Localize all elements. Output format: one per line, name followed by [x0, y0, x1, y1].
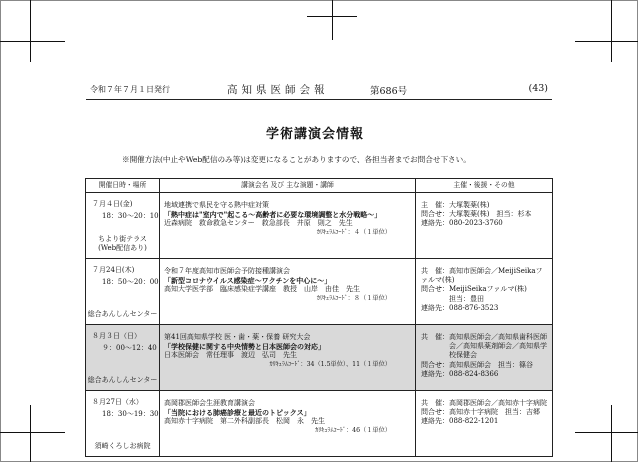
- lecture-title: 「当院における肺癌診療と最近のトピックス」: [164, 408, 311, 418]
- lecture-speaker: 高知大学医学部 臨床感染症学講座 教授 山岸 由佳 先生: [164, 285, 360, 294]
- crop-mark-top-right-h: [575, 41, 638, 42]
- lecture-series: 第41回高知県学校 医・歯・薬・保養 研究大会: [164, 333, 311, 341]
- organizer-line: 共 催：高知県医師会／高知県歯科医師: [421, 333, 547, 341]
- datetime-cell: [86, 193, 160, 259]
- column-header-organizer: 主催・後援・その他: [416, 179, 553, 193]
- lecture-speaker: 高知赤十字病院 第二外科副部長 松岡 永 先生: [164, 417, 325, 426]
- lecture-title: 「熱中症は"室内で"起こる～高齢者に必要な環境調整と水分戦略～」: [164, 210, 382, 220]
- table-row: [86, 259, 553, 325]
- crop-mark-top-right-v: [611, 0, 612, 62]
- table-row: [86, 391, 553, 457]
- table-header-row: [86, 179, 553, 193]
- datetime-cell: [86, 259, 160, 325]
- table-row: [86, 193, 553, 259]
- curriculum-code: ｶﾘｷｭﾗﾑｺｰﾄﾞ：46（１単位）: [315, 426, 391, 434]
- contact-line: 連絡先：088-876-3523: [421, 303, 499, 312]
- lecture-series: 高岡郡医師会生涯教育講演会: [164, 399, 255, 407]
- page-number: (43): [528, 83, 548, 94]
- header-rule: [86, 99, 552, 100]
- inquiry-line: 問合せ：高知赤十字病院 担当：吉郷: [421, 408, 540, 417]
- column-header-lecture: 講演会名 及び 主な演題・講師: [160, 179, 416, 193]
- crop-mark-bottom-right-h: [575, 432, 638, 433]
- column-header-datetime: 開催日時・場所: [86, 179, 160, 193]
- curriculum-code: ｶﾘｷｭﾗﾑｺｰﾄﾞ：８（１単位）: [316, 294, 391, 302]
- lecture-title: 「学校保健に関する中央情勢と日本医師会の対応」: [164, 342, 325, 352]
- crop-mark-top-left-v: [30, 0, 31, 62]
- event-date: ８月３日（日）: [92, 332, 141, 340]
- event-place: 総合あんしんセンター: [87, 309, 158, 318]
- event-place: 須崎くろしお病院: [94, 441, 151, 450]
- crop-mark-bottom-left-h: [0, 432, 65, 433]
- inquiry-line: 問合せ：高知県医師会 担当：篠谷: [421, 360, 533, 369]
- datetime-cell: [86, 391, 160, 457]
- inquiry-line: 問合せ：MeijiSeikaファルマ(株): [421, 285, 527, 294]
- lecture-title: 「新型コロナウイルス感染症～ワクチンを中心に～」: [164, 276, 332, 286]
- contact-line: 連絡先：088-824-8366: [421, 369, 499, 378]
- organizer-line-cont: 校保健会: [421, 351, 477, 360]
- curriculum-code: ｶﾘｷｭﾗﾑｺｰﾄﾞ：４（１単位）: [316, 228, 391, 236]
- crop-mark-top-left-h: [0, 41, 65, 42]
- crop-mark-bottom-right-v: [611, 405, 612, 462]
- organizer-cell: [416, 391, 553, 457]
- contact-line: 連絡先：080-2023-3760: [421, 219, 503, 228]
- event-place: ちより街テラス: [98, 234, 147, 243]
- lecture-series: 令和７年度高知市医師会予防接種講演会: [164, 267, 290, 275]
- event-time: ９：00～12：40: [102, 344, 157, 352]
- event-date: ７月24日(木): [92, 266, 135, 274]
- inquiry-contact-person: 担当：豊田: [421, 294, 484, 303]
- issue-date: 令和７年７月１日発行: [90, 85, 170, 94]
- contact-line: 連絡先：088-822-1201: [421, 417, 499, 426]
- events-table: [85, 178, 553, 457]
- lecture-series: 地域連携で県民を守る熱中症対策: [164, 201, 269, 209]
- page-title: 学術講演会情報: [266, 127, 365, 142]
- event-date: ７月４日(金): [92, 200, 133, 208]
- event-date: ８月27日（水）: [92, 398, 143, 406]
- organizer-cell: [416, 193, 553, 259]
- issue-number: 第686号: [370, 86, 408, 97]
- organizer-line-cont: 会／高知県薬剤師会／高知県学: [421, 342, 547, 351]
- running-header: [86, 82, 550, 98]
- lecture-speaker: 日本医師会 常任理事 渡辺 弘司 先生: [164, 351, 297, 360]
- table-row: [86, 325, 553, 391]
- organizer-line: 共 催：高岡郡医師会／高知赤十字病院: [421, 399, 547, 407]
- organizer-line: 共 催：高知市医師会／MeijiSeikaファルマ(株): [421, 267, 543, 285]
- organizer-cell: [416, 325, 553, 391]
- lecture-cell: [160, 325, 416, 391]
- lecture-cell: [160, 391, 416, 457]
- inquiry-line: 問合せ：大塚製薬(株) 担当：杉本: [421, 210, 532, 219]
- event-place-note: (Web配信あり): [98, 243, 147, 252]
- lecture-cell: [160, 259, 416, 325]
- organizer-line: 主 催：大塚製薬(株): [421, 201, 490, 209]
- event-time: 18：50～20：00: [102, 278, 159, 286]
- lecture-speaker: 近森病院 救命救急センター 救急部長 井原 則之 先生: [164, 219, 353, 228]
- crop-mark-top-center-v: [332, 0, 333, 40]
- crop-mark-bottom-left-v: [30, 405, 31, 462]
- publication-title: 高知県医師会報: [227, 84, 329, 96]
- event-time: 18：30～19：30: [102, 410, 159, 418]
- lecture-cell: [160, 193, 416, 259]
- curriculum-code: ｶﾘｷｭﾗﾑｺｰﾄﾞ：34（1.5単位）、11（１単位）: [269, 360, 391, 368]
- datetime-cell: [86, 325, 160, 391]
- notice-text: ※開催方法(中止やWeb配信のみ等)は変更になることがありますので、各担当者までお問合せ下さい。: [122, 155, 471, 164]
- event-time: 18：30～20：10: [102, 212, 159, 220]
- organizer-cell: [416, 259, 553, 325]
- event-place: 総合あんしんセンター: [87, 375, 158, 384]
